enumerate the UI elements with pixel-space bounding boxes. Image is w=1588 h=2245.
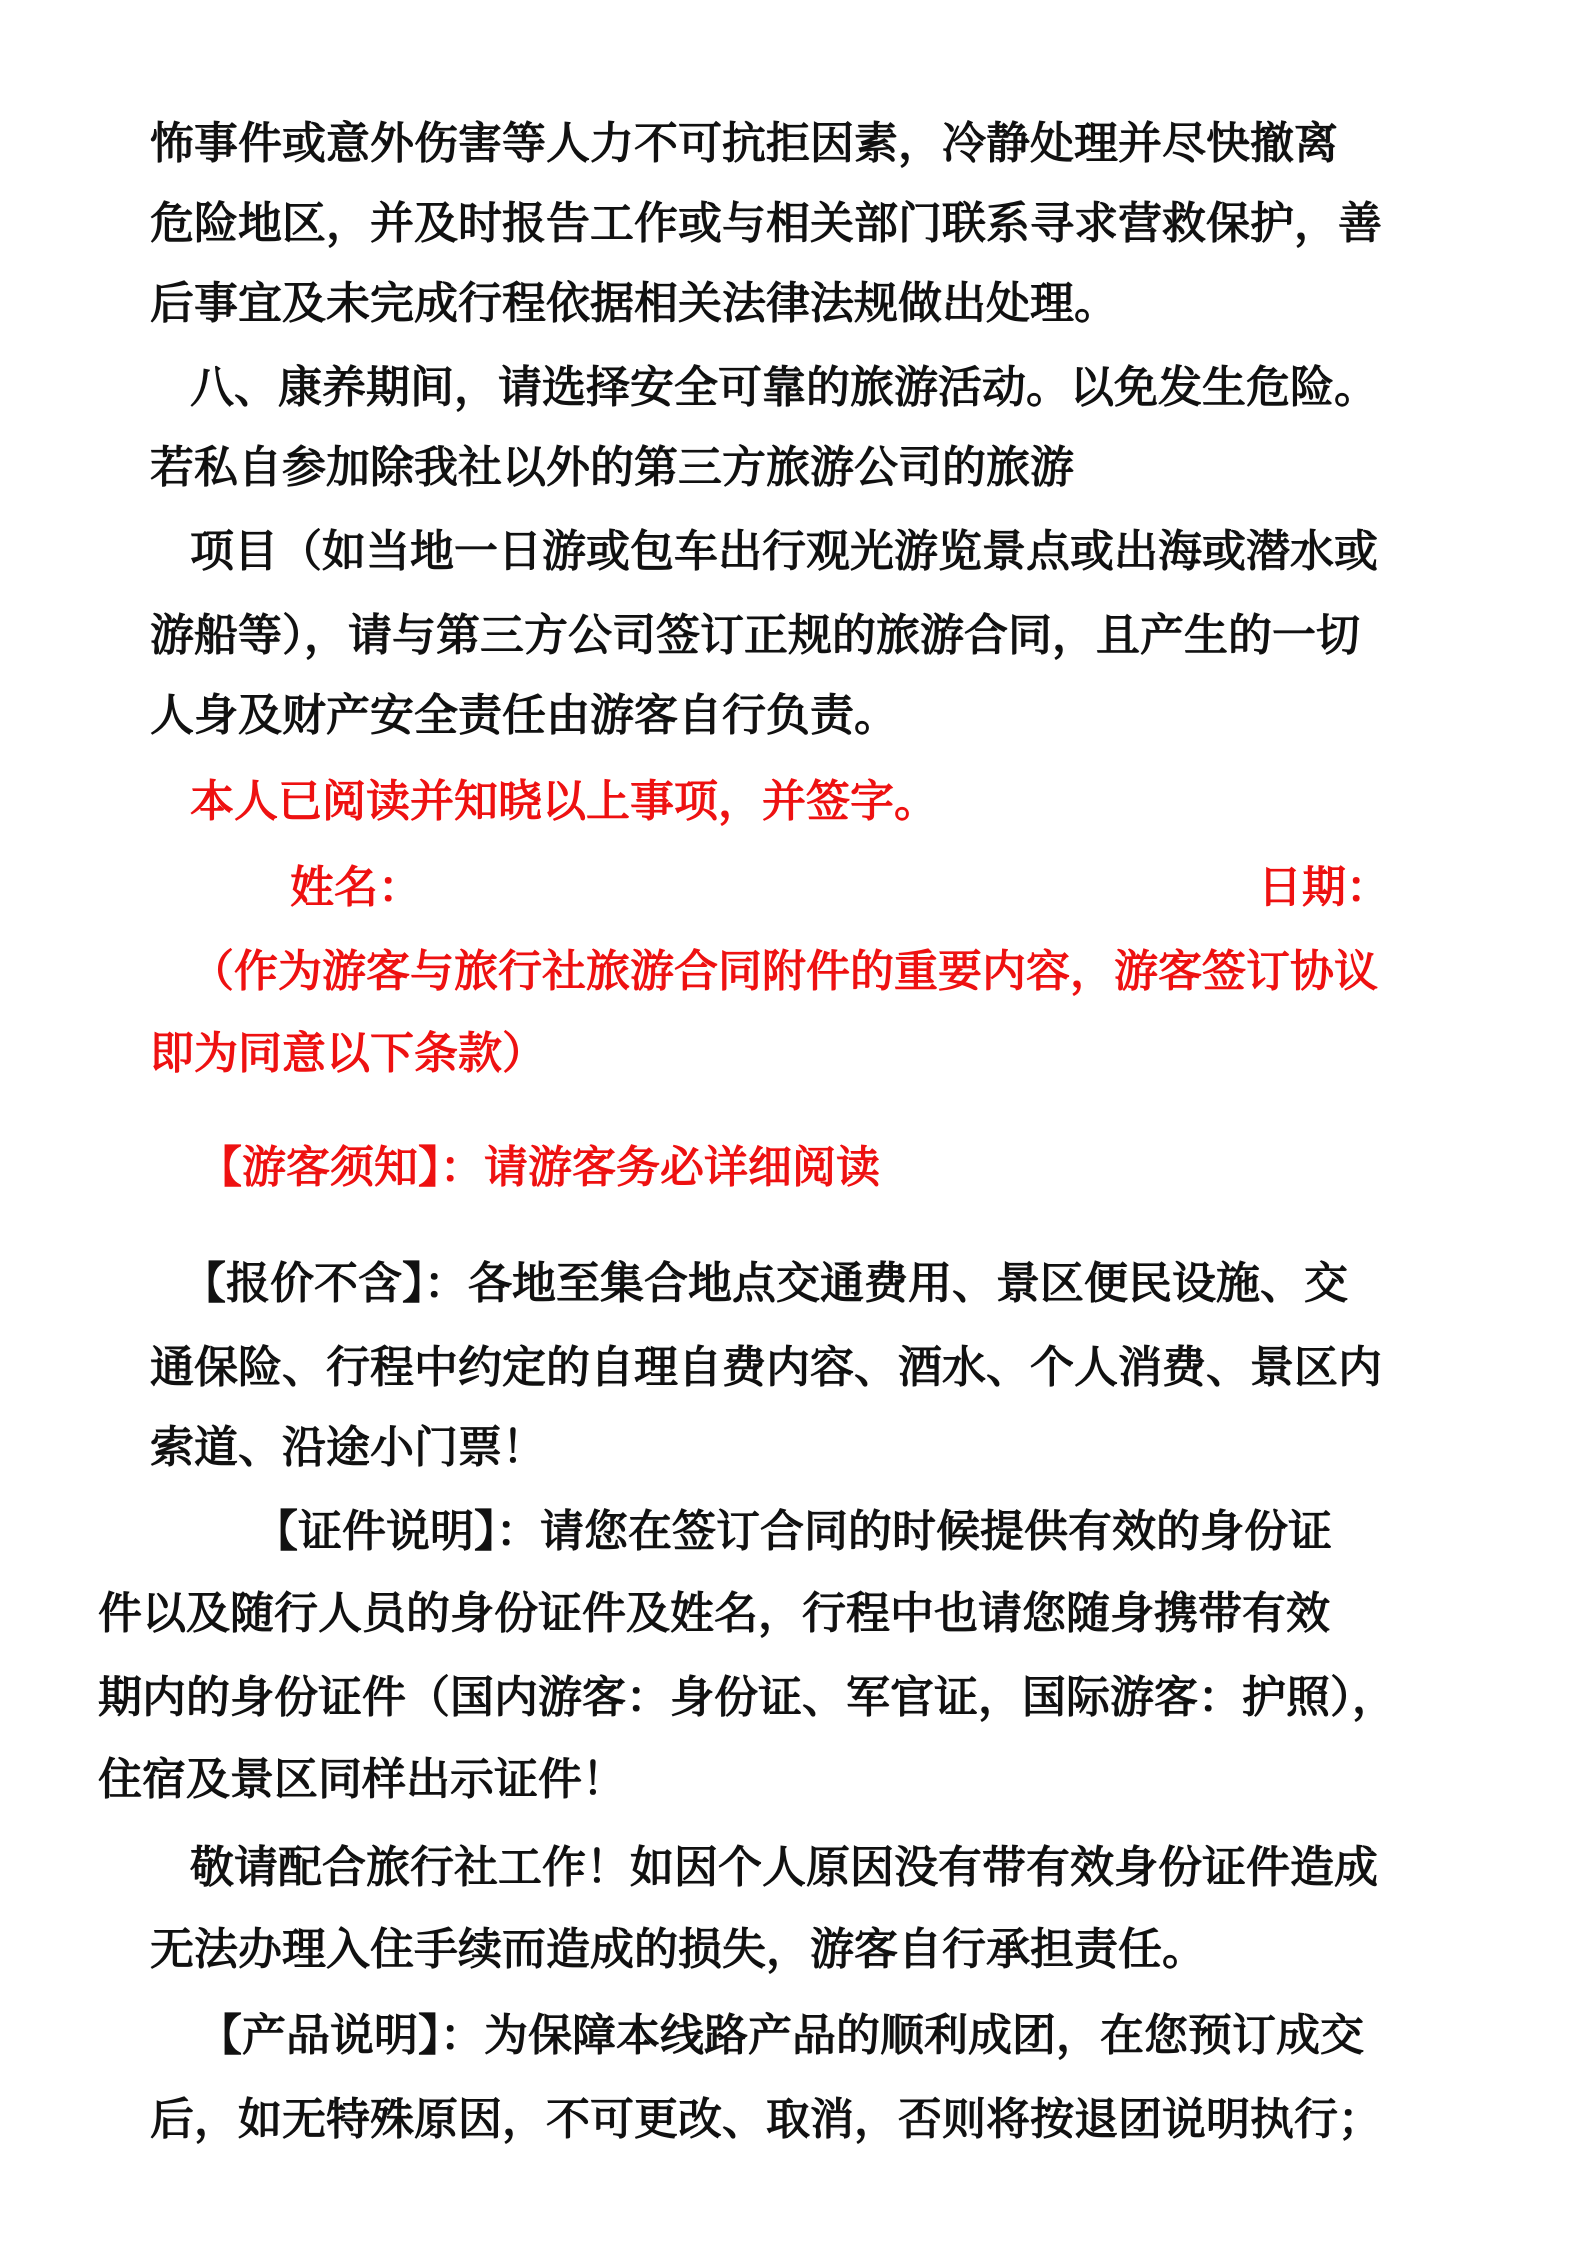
attachment-note-line-1: （作为游客与旅行社旅游合同附件的重要内容，游客签订协议 (190, 946, 1378, 997)
section-7-line-1: 怖事件或意外伤害等人力不可抗拒因素，冷静处理并尽快撤离 (150, 118, 1338, 169)
section-8-line-3: 项目（如当地一日游或包车出行观光游览景点或出海或潜水或 (190, 526, 1378, 577)
section-8-line-2: 若私自参加除我社以外的第三方旅游公司的旅游 (150, 442, 1074, 493)
cooperation-line-2: 无法办理入住手续而造成的损失，游客自行承担责任。 (150, 1924, 1206, 1975)
cooperation-line-1: 敬请配合旅行社工作！如因个人原因没有带有效身份证件造成 (190, 1842, 1378, 1893)
price-excludes-line-1: 【报价不含】：各地至集合地点交通费用、景区便民设施、交 (182, 1258, 1348, 1309)
section-8-line-5: 人身及财产安全责任由游客自行负责。 (150, 690, 898, 741)
product-notes-line-2: 后，如无特殊原因，不可更改、取消，否则将按退团说明执行； (150, 2094, 1382, 2145)
signature-name-label: 姓名： (290, 862, 422, 913)
section-8-line-4: 游船等），请与第三方公司签订正规的旅游合同，且产生的一切 (150, 610, 1360, 661)
price-excludes-line-2: 通保险、行程中约定的自理自费内容、酒水、个人消费、景区内 (150, 1342, 1382, 1393)
id-documents-line-2: 件以及随行人员的身份证件及姓名，行程中也请您随身携带有效 (98, 1588, 1330, 1639)
id-documents-line-4: 住宿及景区同样出示证件！ (98, 1754, 626, 1805)
attachment-note-line-2: 即为同意以下条款） (150, 1028, 546, 1079)
id-documents-line-1: 【证件说明】：请您在签订合同的时候提供有效的身份证 (254, 1506, 1332, 1557)
price-excludes-line-3: 索道、沿途小门票！ (150, 1422, 546, 1473)
section-8-line-1: 八、康养期间，请选择安全可靠的旅游活动。以免发生危险。 (190, 362, 1378, 413)
section-7-line-2: 危险地区，并及时报告工作或与相关部门联系寻求营救保护，善 (150, 198, 1382, 249)
notice-heading: 【游客须知】：请游客务必详细阅读 (198, 1142, 880, 1193)
product-notes-line-1: 【产品说明】：为保障本线路产品的顺利成团，在您预订成交 (198, 2010, 1364, 2061)
id-documents-line-3: 期内的身份证件（国内游客：身份证、军官证，国际游客：护照）， (98, 1672, 1396, 1723)
signature-acknowledgement: 本人已阅读并知晓以上事项，并签字。 (190, 776, 938, 827)
section-7-line-3: 后事宜及未完成行程依据相关法律法规做出处理。 (150, 278, 1118, 329)
signature-date-label: 日期： (1258, 862, 1390, 913)
